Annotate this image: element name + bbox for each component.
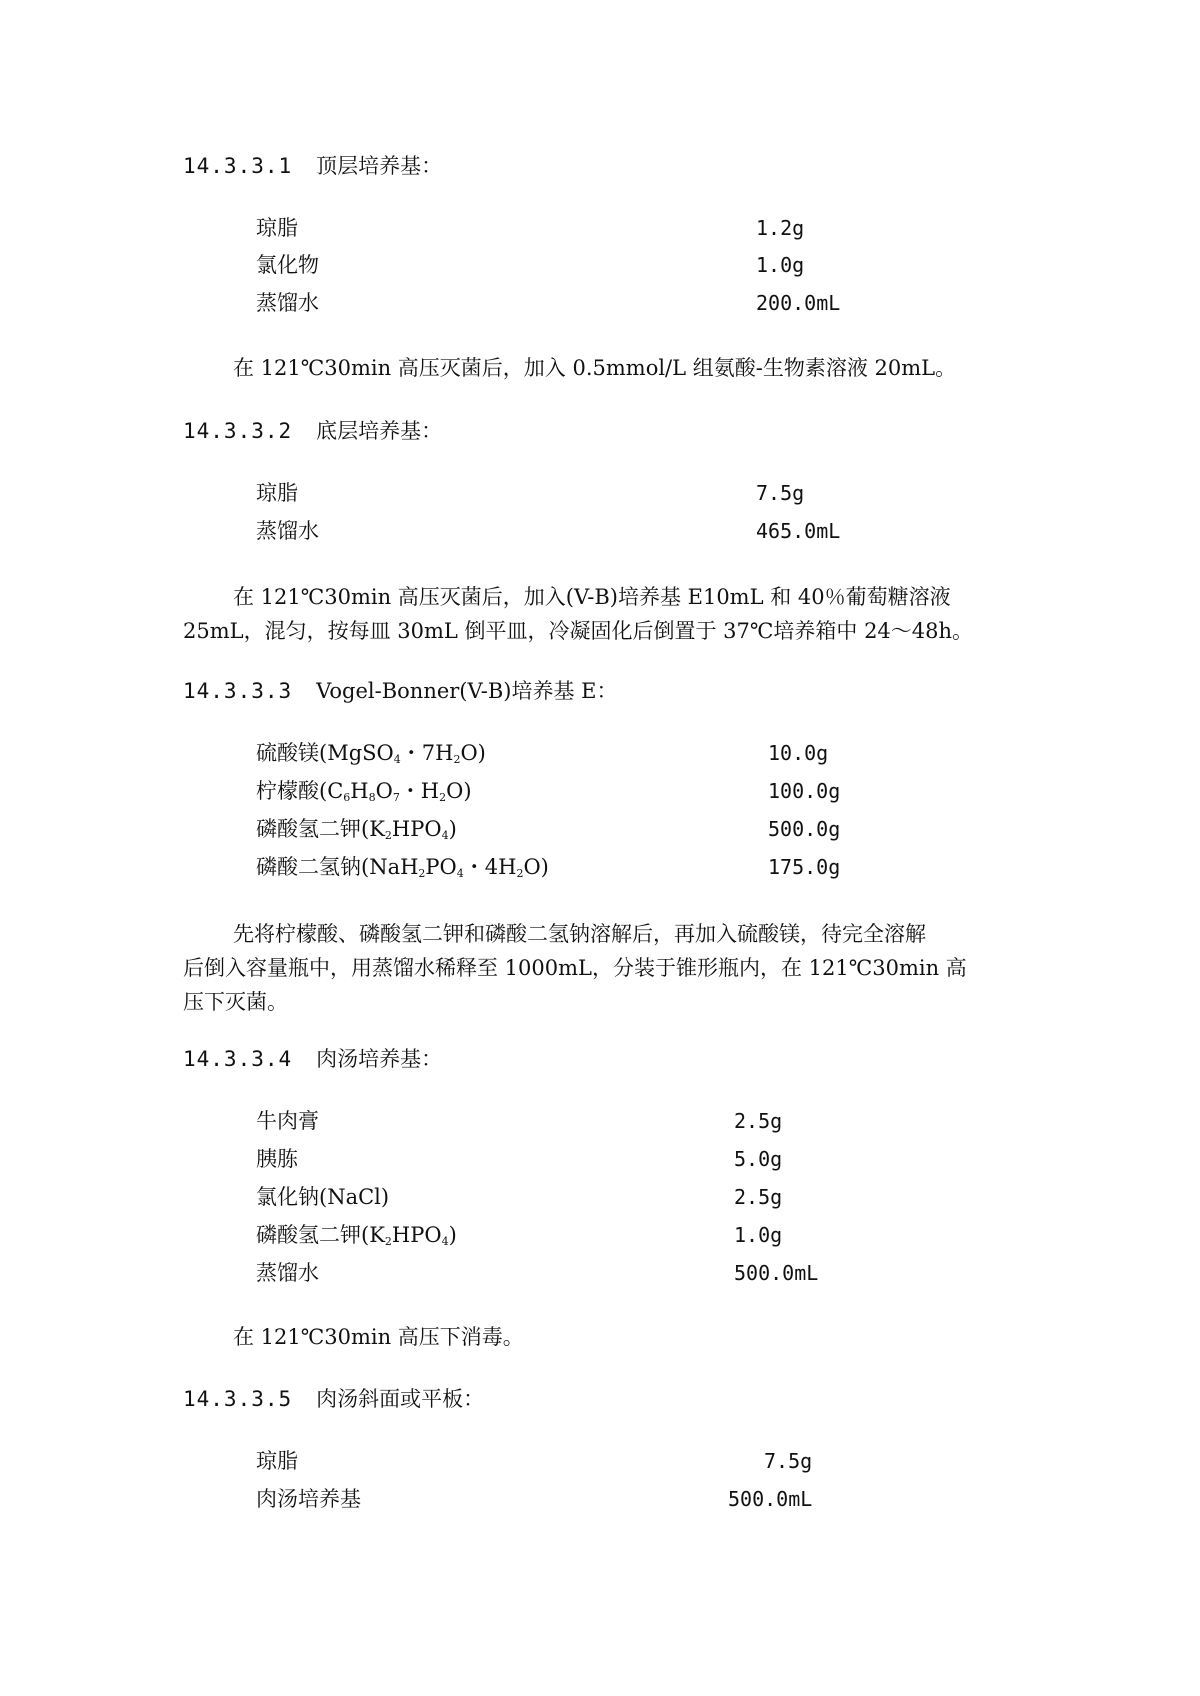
ingredient-amount: 7.5g	[756, 481, 805, 505]
ingredient-amount: 200.0mL	[756, 291, 841, 315]
ingredient-name: 磷酸氢二钾$(K_2HPO_4)$	[256, 817, 457, 842]
section-heading	[183, 150, 442, 180]
note-line: 在 121℃30min 高压灭菌后，加入 0.5mmol/L 组氨酸-生物素溶液 20mL。	[233, 356, 957, 380]
ingredient-amount: 465.0mL	[756, 519, 841, 543]
ingredient-amount: 1.0g	[734, 1223, 783, 1247]
section-heading	[183, 415, 442, 445]
section-title: 肉汤斜面或平板：	[316, 1387, 485, 1411]
ingredient-amount: 500.0mL	[728, 1487, 813, 1511]
section-number: 14.3.3.4	[183, 1047, 293, 1071]
procedure-note	[183, 580, 1023, 648]
ingredient-amount: 2.5g	[734, 1185, 783, 1209]
section-heading	[183, 675, 617, 705]
ingredient-name: 蒸馏水	[256, 291, 319, 315]
note-line: 25mL，混匀，按每皿 30mL 倒平皿，冷凝固化后倒置于 37℃培养箱中 24～48h。	[183, 619, 974, 643]
section-number: 14.3.3.5	[183, 1387, 293, 1411]
note-line: 后倒入容量瓶中，用蒸馏水稀释至 1000mL，分装于锥形瓶内，在 121℃30min 高	[183, 956, 967, 980]
section-number: 14.3.3.2	[183, 419, 293, 443]
ingredient-amount: 5.0g	[734, 1147, 783, 1171]
ingredient-name: 蒸馏水	[256, 519, 319, 543]
ingredient-name: 氯化钠(NaCl)	[256, 1185, 390, 1209]
section-heading	[183, 1043, 442, 1073]
ingredient-name: 肉汤培养基	[256, 1487, 361, 1511]
section-title: 底层培养基：	[316, 419, 443, 443]
procedure-note	[183, 917, 1023, 1019]
ingredient-amount: 10.0g	[768, 741, 829, 765]
ingredient-amount: 1.0g	[756, 253, 805, 277]
procedure-note	[183, 1320, 1023, 1354]
note-line: 在 121℃30min 高压下消毒。	[233, 1325, 524, 1349]
ingredient-name: 柠檬酸($C_6H_8O_7$・$H_2O$)	[256, 779, 472, 804]
note-line: 先将柠檬酸、磷酸氢二钾和磷酸二氢钠溶解后，再加入硫酸镁，待完全溶解	[233, 922, 926, 946]
ingredient-name: 牛肉膏	[256, 1109, 319, 1133]
ingredient-amount: 2.5g	[734, 1109, 783, 1133]
section-title: Vogel-Bonner(V-B)培养基 E：	[316, 679, 618, 703]
ingredient-name: 胰胨	[256, 1147, 298, 1171]
ingredient-name: 琼脂	[256, 1449, 298, 1473]
ingredient-amount: 1.2g	[756, 216, 805, 240]
procedure-note	[183, 351, 1023, 385]
ingredient-amount: 500.0mL	[734, 1261, 819, 1285]
section-number: 14.3.3.1	[183, 154, 293, 178]
section-title: 顶层培养基：	[316, 154, 443, 178]
ingredient-amount: 100.0g	[768, 779, 841, 803]
section-title: 肉汤培养基：	[316, 1047, 443, 1071]
ingredient-name: 蒸馏水	[256, 1261, 319, 1285]
ingredient-amount: 175.0g	[768, 855, 841, 879]
ingredient-amount: 7.5g	[764, 1449, 813, 1473]
ingredient-name: 磷酸氢二钾$(K_2HPO_4)$	[256, 1223, 457, 1248]
ingredient-name: 琼脂	[256, 216, 298, 240]
section-heading	[183, 1383, 484, 1413]
ingredient-name: 磷酸二氢钠($NaH_2PO_4$・$4H_2O$)	[256, 855, 549, 880]
ingredient-amount: 500.0g	[768, 817, 841, 841]
section-number: 14.3.3.3	[183, 679, 293, 703]
note-line: 压下灭菌。	[183, 990, 288, 1014]
note-line: 在 121℃30min 高压灭菌后，加入(V-B)培养基 E10mL 和 40％葡萄糖溶液	[233, 585, 951, 609]
ingredient-name: 氯化物	[256, 253, 319, 277]
ingredient-name: 硫酸镁(MgSO$_4$・$7H_2O$)	[256, 741, 486, 766]
ingredient-name: 琼脂	[256, 481, 298, 505]
